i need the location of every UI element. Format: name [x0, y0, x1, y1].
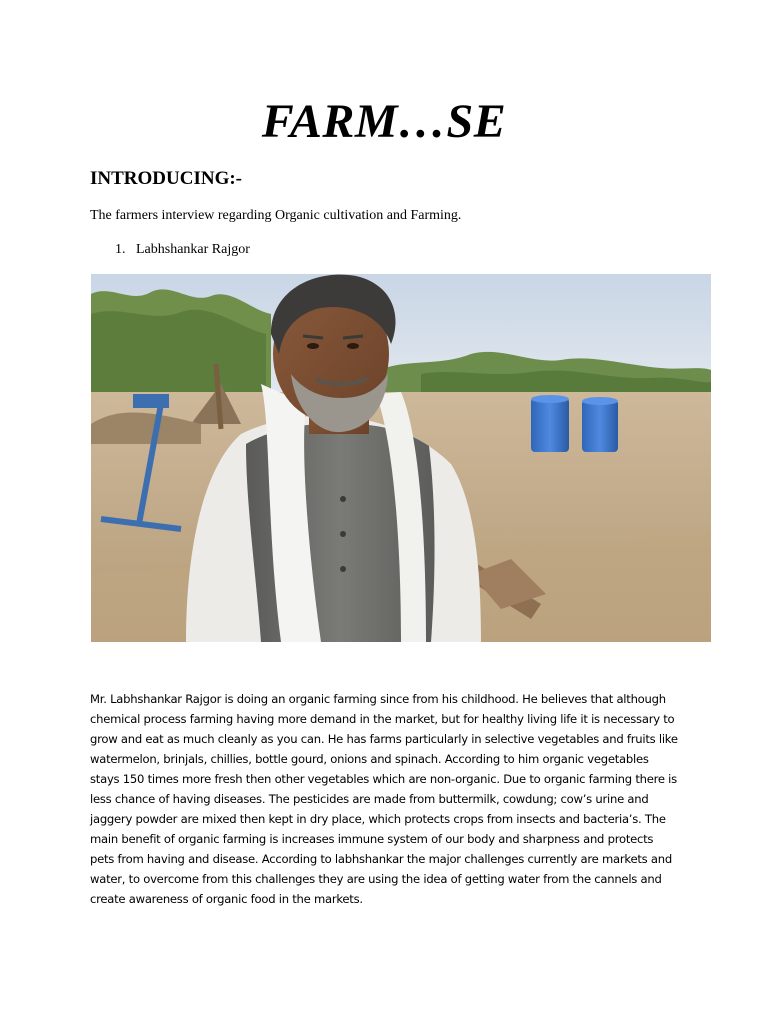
page-title: FARM…SE [261, 95, 507, 148]
list-item [115, 240, 250, 260]
interview-paragraph: Mr. Labhshankar Rajgor is doing an organic farming since from his childhood. He believes that although chemical process farming having more demand in the market, but for healthy living life it is necessary to grow and eat as much cleanly as you can. He has farms particularly in selective vegetables and fruits like watermelon, brinjals, chillies, bottle gourd, onions and spinach. According to him organic vegetables stays 150 times more fresh then other vegetables which are non-organic. Due to organic farming there is less chance of having diseases. The pesticides are made from buttermilk, cowdung; cow’s urine and jaggery powder are mixed then kept in dry place, which protects crops from insects and bacteria’s. The main benefit of organic farming is increases immune system of our body and sharpness and protects pets from having and disease. According to labhshankar the major challenges currently are markets and water, to overcome from this challenges they are using the idea of getting water from the cannels and create awareness of organic food in the markets. [90, 692, 678, 906]
intro-text: The farmers interview regarding Organic cultivation and Farming. [90, 208, 462, 223]
farmer-photo [91, 274, 711, 642]
section-heading: INTRODUCING:- [90, 168, 242, 189]
list-item-number: 1. [115, 242, 126, 257]
farmer-photo-illustration [91, 274, 711, 642]
farmer-list [115, 240, 250, 260]
list-item-name: Labhshankar Rajgor [136, 242, 250, 257]
